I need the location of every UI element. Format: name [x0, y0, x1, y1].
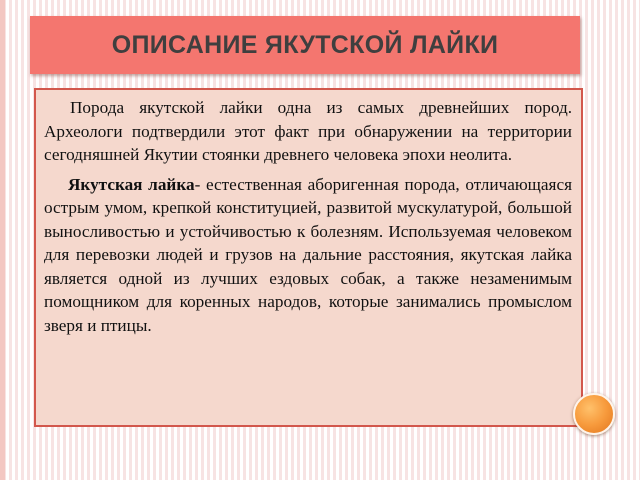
- breed-name-lead: Якутская лайка: [68, 174, 195, 194]
- description-text: - естественная аборигенная порода, отличающаяся острым умом, крепкой конституцией, развитой мускулатурой, большой выносливостью и устойчивостью к болезням. Используемая человеком для перевозки людей и грузов на дальние расстояния, якутская лайка является одной из лучших ездовых собак, а также незаменимым помощником для коренных народов, которые занимались промыслом зверя и птицы.: [44, 174, 572, 335]
- paragraph-description: [44, 173, 572, 338]
- title-bar: [30, 16, 580, 74]
- slide-title: ОПИСАНИЕ ЯКУТСКОЙ ЛАЙКИ: [111, 30, 499, 59]
- left-edge-band: [0, 0, 5, 480]
- paragraph-origin: Порода якутской лайки одна из самых древнейших пород. Археологи подтвердили этот факт при обнаружении на территории сегодняшней Якутии стоянки древнего человека эпохи неолита.: [44, 98, 572, 164]
- text-area: [44, 96, 572, 337]
- decorative-circle: [573, 393, 615, 435]
- content-box: [34, 88, 583, 427]
